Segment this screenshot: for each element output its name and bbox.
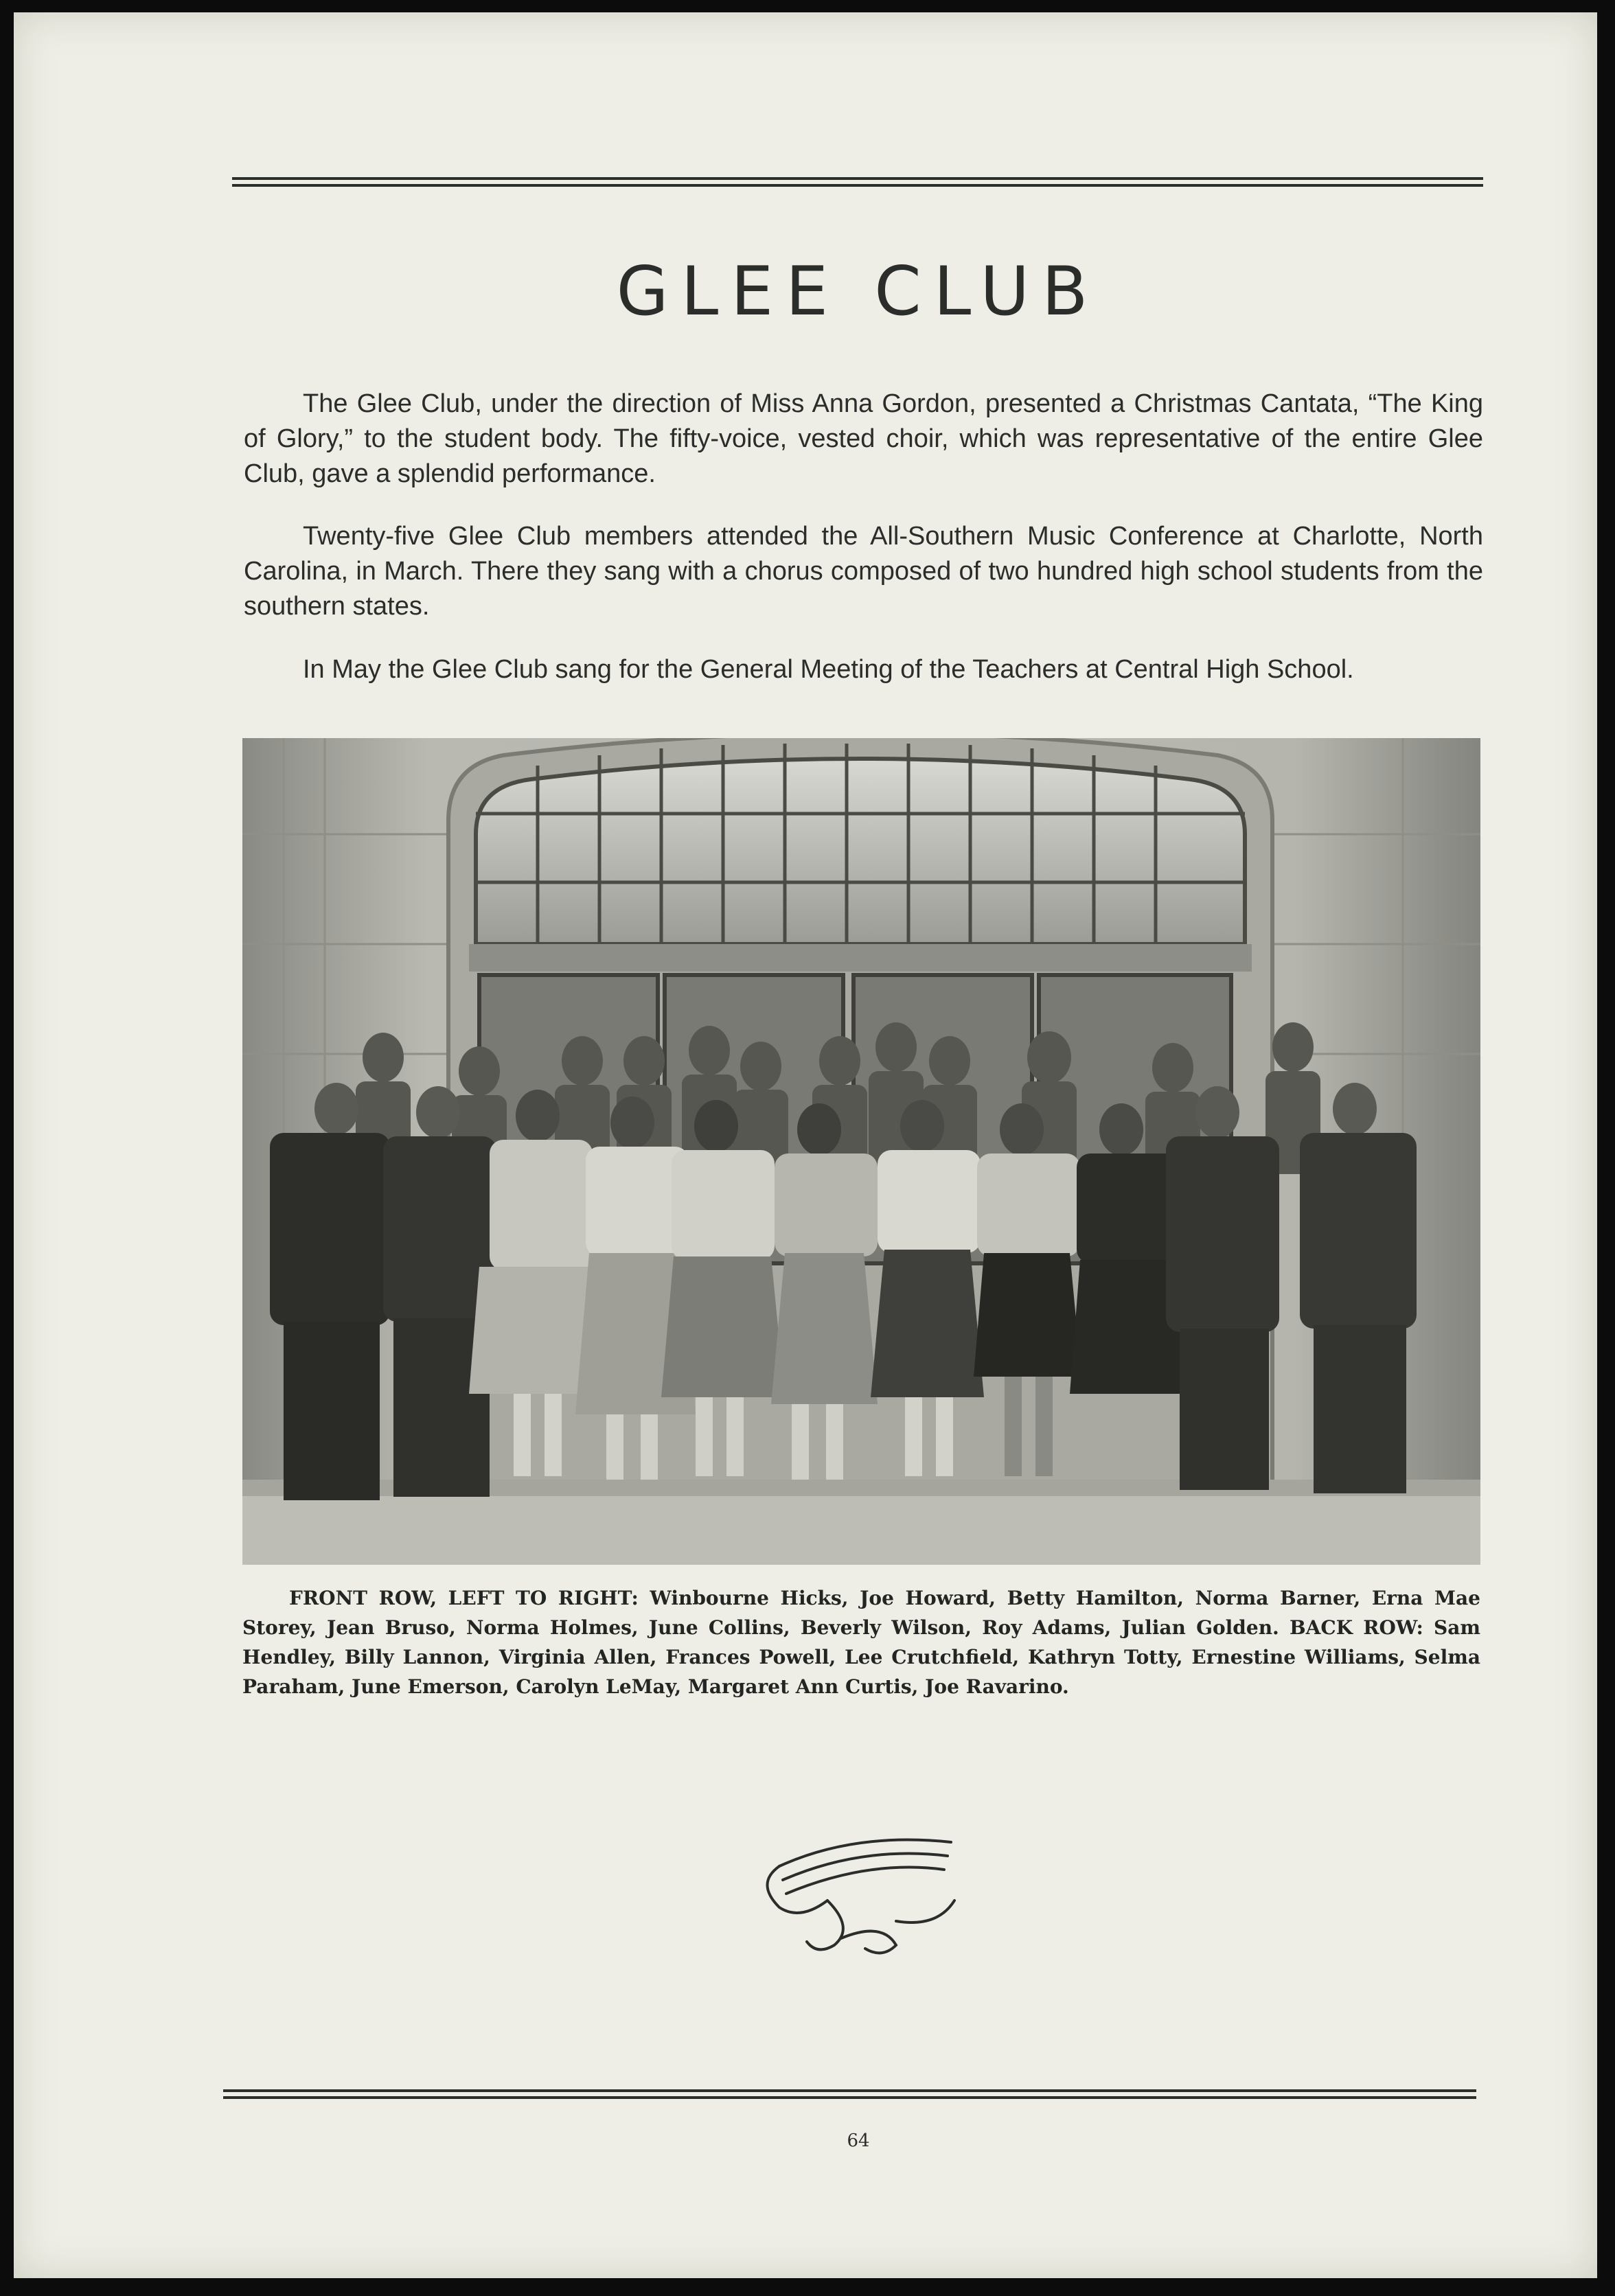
paragraph-teachers-meeting: In May the Glee Club sang for the General Meeting of the Teachers at Central High School. — [303, 655, 1354, 684]
paragraph-music-conference: Twenty-five Glee Club members attended the All-Southern Music Conference at Charlotte, North Carolina, in March. There they sang with a chorus composed of two hundred high school students from the southern states. — [244, 522, 1483, 621]
page-title: GLEE CLUB — [616, 253, 1101, 331]
yearbook-page — [14, 12, 1597, 2278]
bottom-double-rule — [223, 2089, 1476, 2099]
photo-caption: FRONT ROW, LEFT TO RIGHT: Winbourne Hicks, Joe Howard, Betty Hamilton, Norma Barner, Erna Mae Storey, Jean Bruso, Norma Holmes, June Collins, Beverly Wilson, Roy Adams, Julian Golden. BACK ROW: Sam Hendley, Billy Lannon, Virginia Allen, Frances Powell, Lee Crutchfield, Kathryn Totty, Ernestine Williams, Selma Paraham, June Emerson, Carolyn LeMay, Margaret Ann Curtis, Joe Ravarino. — [242, 1587, 1480, 1698]
top-double-rule — [232, 177, 1483, 187]
glee-club-group-photo — [242, 738, 1480, 1565]
page-number: 64 — [847, 2131, 870, 2151]
flourish-ornament-icon — [752, 1818, 965, 1962]
paragraph-christmas-cantata: The Glee Club, under the direction of Miss Anna Gordon, presented a Christmas Cantata, “The King of Glory,” to the student body. The fifty-voice, vested choir, which was representative of the entire Glee Club, gave a splendid performance. — [244, 389, 1483, 488]
photo-illustration — [242, 738, 1480, 1565]
